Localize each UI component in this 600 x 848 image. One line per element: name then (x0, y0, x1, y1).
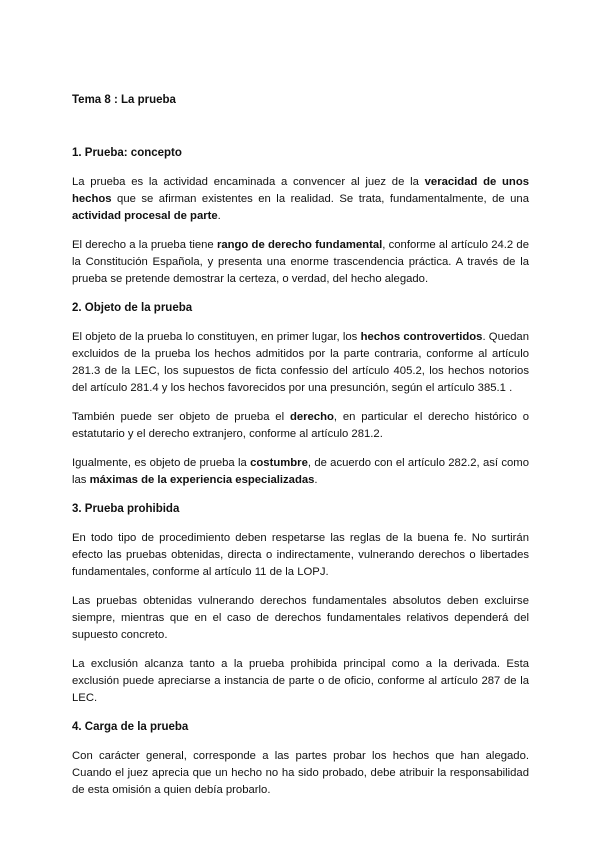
text-run: Con carácter general, corresponde a las partes probar los hechos que han alegado. Cuando el juez aprecia que un hecho no ha sido probado, debe atribuir la responsabilidad de esta omisión a quien debía probarlo. (72, 750, 529, 796)
section-2 (72, 300, 529, 489)
sections-container (72, 145, 529, 799)
section-3 (72, 501, 529, 707)
paragraph (72, 455, 529, 489)
paragraph (72, 329, 529, 397)
text-run: . (314, 474, 318, 486)
text-run: El derecho a la prueba tiene (72, 239, 217, 251)
document-body (72, 92, 529, 811)
bold-text: veracidad de unos hechos (72, 176, 529, 205)
text-run: que se afirman existentes en la realidad. Se trata, fundamentalmente, de una (111, 193, 529, 205)
text-run: La exclusión alcanza tanto a la prueba prohibida principal como a la derivada. Esta exclusión puede apreciarse a instancia de parte o de oficio, conforme al artículo 287 de la LEC. (72, 658, 529, 704)
bold-text: actividad procesal de parte (72, 210, 218, 222)
text-run: , en particular el derecho histórico o estatutario y el derecho extranjero, conforme al artículo 281.2. (72, 411, 530, 440)
text-run: , de acuerdo con el artículo 282.2, así como las (72, 457, 529, 486)
bold-text: costumbre (250, 457, 308, 469)
text-run: Igualmente, es objeto de prueba la (72, 457, 251, 469)
section-heading: 2. Objeto de la prueba (72, 302, 193, 314)
text-run: En todo tipo de procedimiento deben respetarse las reglas de la buena fe. No surtirán efecto las pruebas obtenidas, directa o indirectamente, vulnerando derechos o libertades fundamentales, conforme al artículo 11 de la LOPJ. (72, 532, 529, 578)
bold-text: máximas de la experiencia especializadas (89, 474, 315, 486)
paragraph (72, 656, 529, 707)
paragraph (72, 174, 529, 225)
text-run: La prueba es la actividad encaminada a convencer al juez de la (72, 176, 425, 188)
bold-text: rango de derecho fundamental (216, 239, 383, 251)
text-run: . (217, 210, 221, 222)
text-run: , conforme al artículo 24.2 de la Constitución Española, y presenta una enorme trascendencia práctica. A través de la prueba se pretende demostrar la certeza, o verdad, del hecho alegado. (72, 239, 529, 285)
section-heading: 3. Prueba prohibida (72, 503, 180, 515)
text-run: El objeto de la prueba lo constituyen, en primer lugar, los (72, 331, 361, 343)
bold-text: hechos controvertidos (360, 331, 483, 343)
section-1 (72, 145, 529, 288)
text-run: Las pruebas obtenidas vulnerando derechos fundamentales absolutos deben excluirse siempre, mientras que en el caso de derechos fundamentales relativos dependerá del supuesto concreto. (72, 595, 529, 641)
section-heading: 4. Carga de la prueba (72, 721, 189, 733)
section-4 (72, 719, 529, 799)
paragraph (72, 409, 529, 443)
bold-text: derecho (289, 411, 334, 423)
section-heading: 1. Prueba: concepto (72, 147, 182, 159)
text-run: . Quedan excluidos de la prueba los hechos admitidos por la parte contraria, conforme al artículo 281.3 de la LEC, los supuestos de ficta confessio del artículo 405.2, los hechos notorios del artículo 281.4 y los hechos favorecidos por una presunción, según el artículo 385.1 . (72, 331, 530, 394)
paragraph (72, 748, 529, 799)
document-title: Tema 8 : La prueba (72, 94, 176, 106)
paragraph (72, 237, 529, 288)
paragraph (72, 530, 529, 581)
paragraph (72, 593, 529, 644)
text-run: También puede ser objeto de prueba el (72, 411, 290, 423)
